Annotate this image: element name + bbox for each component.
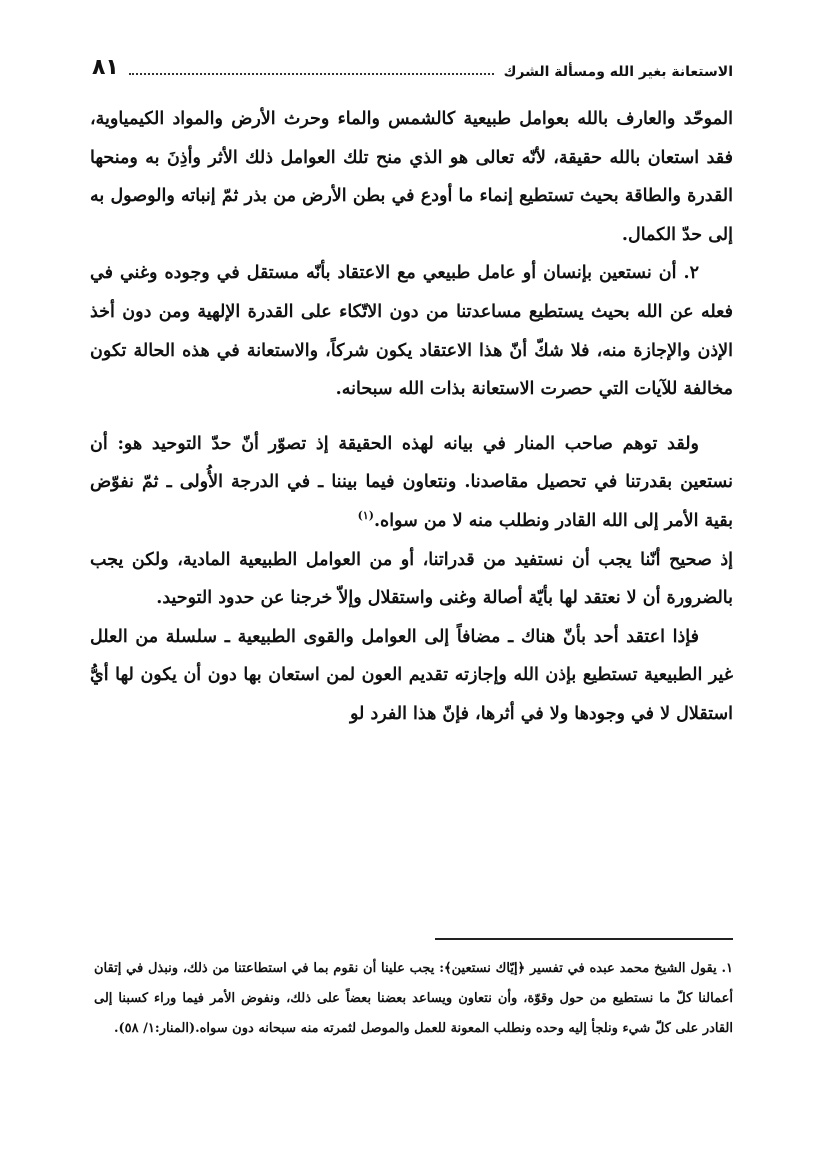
paragraph-supernatural-causes: فإذا اعتقد أحد بأنّ هناك ـ مضافاً إلى العوامل والقوى الطبيعية ـ سلسلة من العلل غير الطبيعية تستطيع بإذن الله وإجازته تقديم العون لمن استعان بها دون أن يكون لها أيُّ استقلال لا في وجودها ولا في أثرها، فإنّ هذا الفرد لو xyxy=(90,626,733,724)
page-number: ٨١ xyxy=(92,55,119,80)
page-header xyxy=(92,44,733,80)
running-title: الاستعانة بغير الله ومسألة الشرك xyxy=(503,64,733,80)
paragraph-continuation: الموحّد والعارف بالله بعوامل طبيعية كالشمس والماء وحرث الأرض والمواد الكيمياوية، فقد استعان بالله حقيقة، لأنّه تعالى هو الذي منح تلك العوامل ذلك الأثر وأذِنَ به ومنحها القدرة والطاقة بحيث تستطيع إنماء ما أودع في بطن الأرض من بذر ثمّ إنباته والوصول به إلى حدّ الكمال. xyxy=(90,109,733,245)
footnote-reference: (١) xyxy=(357,509,374,523)
footnote-divider xyxy=(435,938,733,940)
main-text xyxy=(90,100,733,734)
header-dotted-leader xyxy=(129,73,494,75)
footnote-text: ١. يقول الشيخ محمد عبده في تفسير ﴿إيّاك نستعين﴾: يجب علينا أن نقوم بما في استطاعتنا من ذلك، ونبذل في إتقان أعمالنا كلّ ما نستطيع من حول وقوّة، وأن نتعاون ويساعد بعضنا بعضاً على ذلك، ونفوض الأمر فيما وراء كسبنا إلى القادر على كلّ شيء ونلجأ إليه وحده ونطلب المعونة للعمل والموصل لثمرته منه سبحانه دون سواه.(المنار:١/ ٥٨). xyxy=(94,961,733,1036)
footnote xyxy=(94,954,733,1044)
paragraph-manar xyxy=(90,425,733,541)
paragraph-correction: إذ صحيح أنّنا يجب أن نستفيد من قدراتنا، أو من العوامل الطبيعية المادية، ولكن يجب بالضرورة أن لا نعتقد لها بأيّة أصالة وغنى واستقلال وإلاّ خرجنا عن حدود التوحيد. xyxy=(90,549,733,609)
paragraph-manar-text: ولقد توهم صاحب المنار في بيانه لهذه الحقيقة إذ تصوّر أنّ حدّ التوحيد هو: أن نستعين بقدرتنا في تحصيل مقاصدنا. ونتعاون فيما بيننا ـ في الدرجة الأُولى ـ ثمّ نفوّض بقية الأمر إلى الله القادر ونطلب منه لا من سواه. xyxy=(90,433,733,531)
paragraph-point-2: ٢. أن نستعين بإنسان أو عامل طبيعي مع الاعتقاد بأنّه مستقل في وجوده وغني في فعله عن الله بحيث يستطيع مساعدتنا من دون الاتّكاء على القدرة الإلهية ومن دون أخذ الإذن والإجازة منه، فلا شكّ أنّ هذا الاعتقاد يكون شركاً، والاستعانة في هذه الحالة تكون مخالفة للآيات التي حصرت الاستعانة بذات الله سبحانه. xyxy=(90,263,733,400)
